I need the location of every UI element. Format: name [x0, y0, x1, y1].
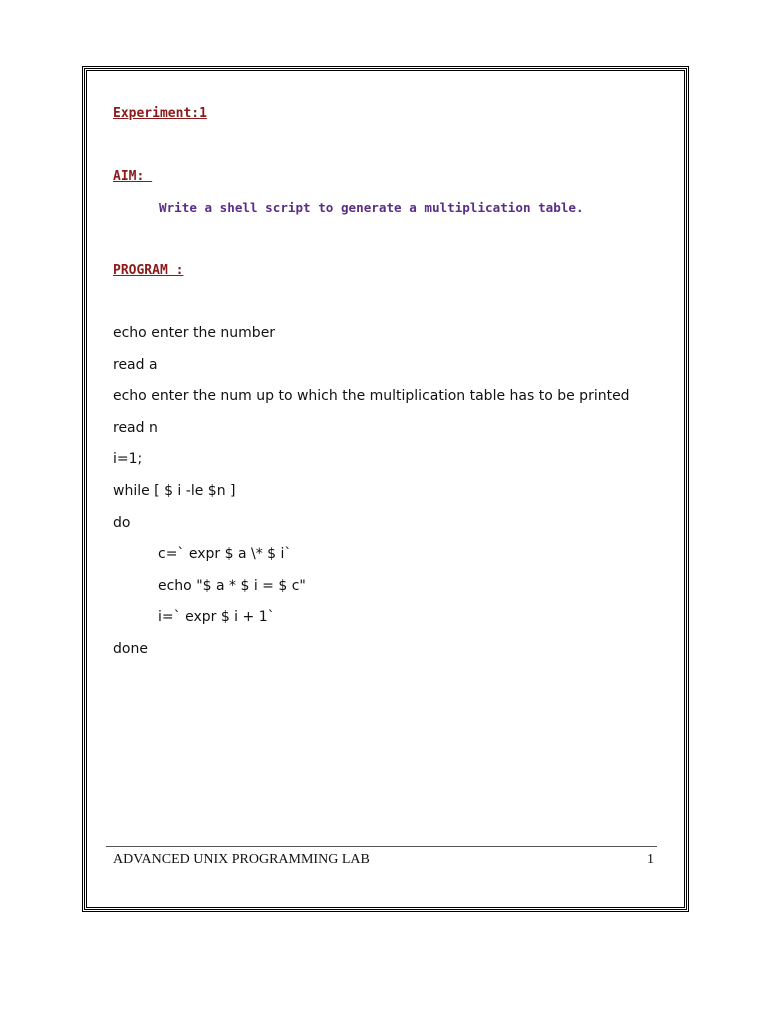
code-line: read n [113, 419, 158, 436]
code-line: done [113, 640, 148, 657]
code-line: do [113, 514, 131, 531]
code-line: c=` expr $ a \* $ i` [158, 546, 292, 563]
code-line: echo "$ a * $ i = $ c" [158, 577, 306, 594]
code-line: read a [113, 356, 158, 373]
code-line: i=1; [113, 451, 143, 468]
program-heading: PROGRAM : [113, 263, 184, 278]
aim-heading: AIM: [113, 169, 153, 184]
code-line: echo enter the num up to which the multiplication table has to be printed [113, 388, 630, 405]
code-line: echo enter the number [113, 325, 276, 341]
experiment-heading: Experiment:1 [113, 106, 207, 121]
code-line: i=` expr $ i + 1` [158, 609, 275, 626]
aim-text: Write a shell script to generate a multiplication table. [159, 200, 584, 215]
page-number: 1 [647, 852, 654, 867]
footer-divider [106, 846, 657, 847]
footer-title: ADVANCED UNIX PROGRAMMING LAB [113, 852, 370, 867]
program-code [113, 322, 630, 670]
code-line: while [ $ i -le $n ] [113, 482, 236, 499]
